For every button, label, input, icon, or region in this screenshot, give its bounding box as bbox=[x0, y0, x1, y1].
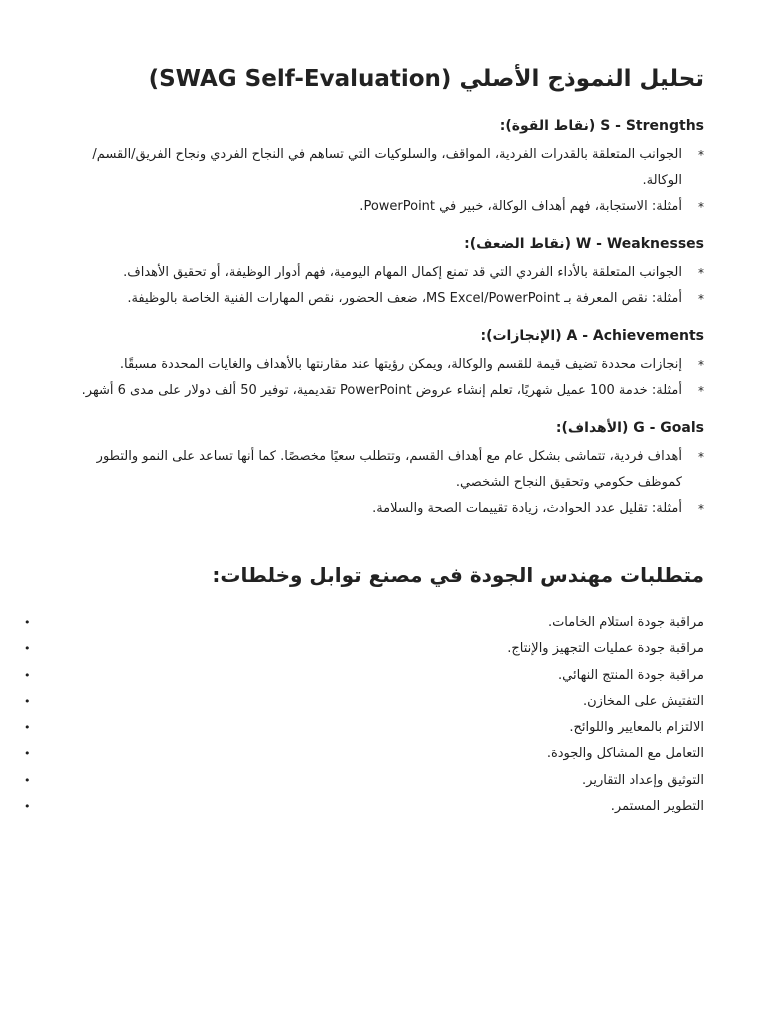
list-item bbox=[24, 741, 704, 767]
item-text: التطوير المستمر. bbox=[610, 799, 704, 815]
item-text: مراقبة جودة استلام الخامات. bbox=[547, 615, 704, 630]
section-heading bbox=[66, 114, 704, 138]
asterisk-bullet-icon: * bbox=[698, 200, 704, 214]
item-text: مراقبة جودة عمليات التجهيز والإنتاج. bbox=[507, 641, 704, 657]
list-item bbox=[24, 610, 704, 636]
list-item bbox=[24, 715, 704, 741]
section-heading-en: A - Achievements bbox=[566, 328, 704, 344]
item-text: أهداف فردية، تتماشى بشكل عام مع أهداف القسم، وتتطلب سعيًا مخصصًا. كما أنها تساعد على النمو والتطور كموظف حكومي وتحقيق النجاح الشخصي. bbox=[96, 449, 682, 490]
asterisk-bullet-icon: * bbox=[698, 292, 704, 306]
bullet-dot-icon: • bbox=[24, 800, 31, 814]
requirements-heading: متطلبات مهندس الجودة في مصنع توابل وخلطات: bbox=[212, 563, 704, 587]
page-title: تحليل النموذج الأصلي (SWAG Self-Evaluation) bbox=[148, 66, 704, 92]
item-text: التوثيق وإعداد التقارير. bbox=[582, 772, 704, 788]
asterisk-bullet-icon: * bbox=[698, 384, 704, 398]
asterisk-bullet-icon: * bbox=[698, 358, 704, 372]
section-heading bbox=[66, 324, 704, 348]
swag-section-strengths bbox=[66, 114, 704, 220]
section-heading-en: S - Strengths bbox=[600, 118, 704, 134]
item-text: أمثلة: نقص المعرفة بـ MS Excel/PowerPoint، ضعف الحضور، نقص المهارات الفنية الخاصة بالوظيفة. bbox=[127, 291, 682, 306]
bullet-dot-icon: • bbox=[24, 721, 31, 735]
list-item bbox=[66, 194, 704, 220]
bullet-dot-icon: • bbox=[24, 694, 31, 708]
bullet-dot-icon: • bbox=[24, 616, 31, 629]
section-heading-en: G - Goals bbox=[633, 420, 704, 436]
bullet-dot-icon: • bbox=[24, 747, 31, 761]
item-text: مراقبة جودة المنتج النهائي. bbox=[558, 667, 704, 683]
list-item bbox=[66, 496, 704, 522]
list-item bbox=[66, 286, 704, 312]
item-text: الالتزام بالمعايير واللوائح. bbox=[569, 720, 704, 736]
item-text: الجوانب المتعلقة بالقدرات الفردية، المواقف، والسلوكيات التي تساهم في النجاح الفردي ونجاح الفريق/القسم/الوكالة. bbox=[92, 147, 682, 188]
asterisk-bullet-icon: * bbox=[698, 266, 704, 280]
item-text: الجوانب المتعلقة بالأداء الفردي التي قد تمنع إكمال المهام اليومية، فهم أدوار الوظيفة، أو تحقيق الأهداف. bbox=[123, 265, 682, 280]
swag-section-goals bbox=[66, 416, 704, 522]
requirements-list bbox=[24, 610, 704, 820]
list-item bbox=[66, 352, 704, 378]
section-heading-ar: (نقاط القوة): bbox=[499, 118, 596, 134]
list-item bbox=[24, 794, 704, 820]
list-item bbox=[66, 444, 704, 496]
section-spacer bbox=[66, 534, 704, 560]
bullet-dot-icon: • bbox=[24, 668, 31, 682]
item-text: أمثلة: الاستجابة، فهم أهداف الوكالة، خبير في PowerPoint. bbox=[359, 199, 682, 214]
section-heading-en: W - Weaknesses bbox=[575, 236, 704, 252]
bullet-dot-icon: • bbox=[24, 642, 31, 656]
list-item bbox=[66, 142, 704, 194]
asterisk-bullet-icon: * bbox=[698, 148, 704, 162]
list-item bbox=[24, 636, 704, 662]
asterisk-bullet-icon: * bbox=[698, 450, 704, 464]
item-text: التعامل مع المشاكل والجودة. bbox=[546, 746, 704, 762]
section-heading bbox=[66, 232, 704, 256]
list-item bbox=[24, 689, 704, 715]
asterisk-bullet-icon: * bbox=[698, 502, 704, 516]
list-item bbox=[66, 378, 704, 404]
swag-section-achievements bbox=[66, 324, 704, 404]
section-heading bbox=[66, 416, 704, 440]
section-heading-ar: (الإنجازات): bbox=[480, 328, 562, 344]
item-text: أمثلة: خدمة 100 عميل شهريًا، تعلم إنشاء عروض PowerPoint تقديمية، توفير 50 ألف دولار على مدى 6 أشهر. bbox=[81, 383, 682, 398]
item-text: التفتيش على المخازن. bbox=[582, 693, 704, 709]
section-heading-ar: (نقاط الضعف): bbox=[464, 236, 571, 252]
list-item bbox=[24, 768, 704, 794]
list-item bbox=[24, 663, 704, 689]
list-item bbox=[66, 260, 704, 286]
bullet-dot-icon: • bbox=[24, 773, 31, 787]
section-heading-ar: (الأهداف): bbox=[555, 420, 629, 436]
item-text: إنجازات محددة تضيف قيمة للقسم والوكالة، ويمكن رؤيتها عند مقارنتها بالأهداف والغايات المحددة مسبقًا. bbox=[119, 357, 682, 372]
swag-section-weaknesses bbox=[66, 232, 704, 312]
item-text: أمثلة: تقليل عدد الحوادث، زيادة تقييمات الصحة والسلامة. bbox=[372, 501, 682, 516]
